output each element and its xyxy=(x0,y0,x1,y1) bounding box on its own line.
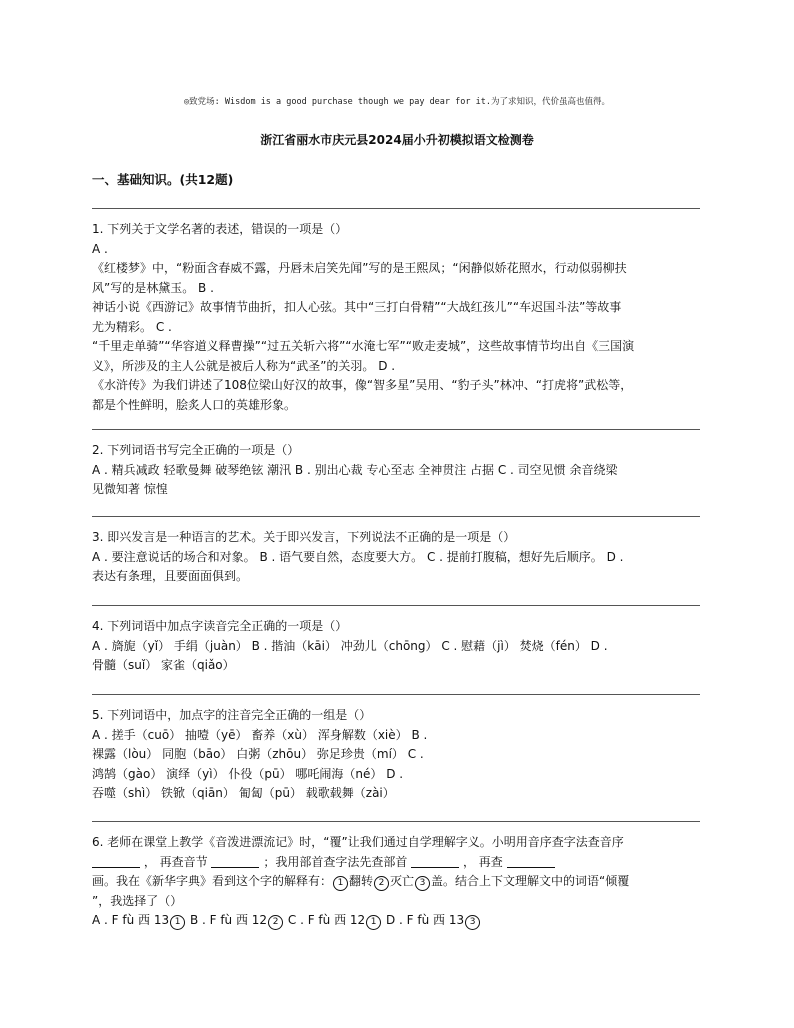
question-line: A . xyxy=(92,241,108,256)
divider xyxy=(92,694,700,695)
circled-number: 2 xyxy=(374,876,389,891)
question-line: 5. 下列词语中，加点字的注音完全正确的一组是（） xyxy=(92,708,372,722)
section-heading: 一、基础知识。(共12题) xyxy=(92,172,234,187)
question-line: A . 旖旎（yǐ） 手绢（juàn） B . 揩油（kāi） 冲劲儿（chōng） C . 慰藉（jì） 焚烧（fén） D . xyxy=(92,638,608,653)
question-line: A . 精兵减政 轻歌曼舞 破琴绝铉 潮汛 B . 别出心裁 专心至志 全神贯注 占据 C . 司空见惯 余音绕梁 xyxy=(92,462,618,477)
question-line: 3. 即兴发言是一种语言的艺术。关于即兴发言，下列说法不正确的是一项是（） xyxy=(92,530,516,544)
answer-blank[interactable] xyxy=(92,855,140,868)
divider xyxy=(92,516,700,517)
question-line: 见微知著 惊惶 xyxy=(92,482,168,496)
question-line: 骨髓（suǐ） 家雀（qiǎo） xyxy=(92,658,235,672)
answer-blank[interactable] xyxy=(411,855,459,868)
circled-number: 3 xyxy=(415,876,430,891)
option-b[interactable]: B . F fù 西 12 xyxy=(189,913,268,927)
option-d[interactable]: D . F fù 西 13 xyxy=(386,913,465,927)
question-3 xyxy=(92,528,700,587)
answer-blank[interactable] xyxy=(507,855,555,868)
question-line: ， 再查音节 ；我用部首查字法先查部首 ， 再查 xyxy=(92,853,700,873)
divider xyxy=(92,208,700,209)
circled-number: 1 xyxy=(170,915,185,930)
options-line xyxy=(92,911,700,931)
option-c[interactable]: C . F fù 西 12 xyxy=(287,913,366,927)
question-line: 都是个性鲜明，脍炙人口的英雄形象。 xyxy=(92,397,297,412)
circled-number: 2 xyxy=(268,915,283,930)
question-line: 2. 下列词语书写完全正确的一项是（） xyxy=(92,443,300,457)
question-line: A . 搓手（cuō） 抽噎（yē） 畜养（xù） 浑身解数（xiè） B . xyxy=(92,727,428,742)
question-line: 画。我在《新华字典》看到这个字的解释有： 1 翻转 2 灭亡 3 盖。结合上下文理解文中的词语“倾覆 xyxy=(92,872,700,892)
question-line: 尤为精彩。 C . xyxy=(92,319,172,334)
question-line: 义》，所涉及的主人公就是被后人称为“武圣”的关羽。 D . xyxy=(92,358,396,373)
divider xyxy=(92,429,700,430)
question-line: 《水浒传》为我们讲述了108位梁山好汉的故事，像“智多星”吴用、“豹子头”林冲、“打虎将”武松等， xyxy=(92,378,633,392)
circled-number: 1 xyxy=(333,876,348,891)
question-1 xyxy=(92,220,700,415)
question-line: 表达有条理，且要面面俱到。 xyxy=(92,569,249,583)
divider xyxy=(92,821,700,822)
document-title: 浙江省丽水市庆元县2024届小升初模拟语文检测卷 xyxy=(260,133,534,147)
question-line: 1. 下列关于文学名著的表述，错误的一项是（） xyxy=(92,222,348,236)
question-line: 风”写的是林黛玉。 B . xyxy=(92,280,214,295)
question-line: 神话小说《西游记》故事情节曲折，扣人心弦。其中“三打白骨精”“大战红孩儿”“车迟国斗法”等故事 xyxy=(92,300,622,314)
question-line: “千里走单骑”“华容道义释曹操”“过五关斩六将”“水淹七军”“败走麦城”，这些故事情节均出自《三国演 xyxy=(92,339,635,353)
question-line: 4. 下列词语中加点字读音完全正确的一项是（） xyxy=(92,619,348,633)
question-5 xyxy=(92,706,700,804)
question-line: 6. 老师在课堂上教学《音泼进漂流记》时，“覆”让我们通过自学理解字义。小明用音序查字法查音序 xyxy=(92,835,624,849)
question-line: 《红楼梦》中，“粉面含春威不露，丹唇未启笑先闻”写的是王熙凤；“闲静似娇花照水，行动似弱柳扶 xyxy=(92,261,627,275)
question-line: 裸露（lòu） 同胞（bāo） 白粥（zhōu） 弥足珍贵（mí） C . xyxy=(92,747,424,761)
question-4 xyxy=(92,617,700,676)
question-6 xyxy=(92,833,700,931)
circled-number: 1 xyxy=(366,915,381,930)
question-line: 鸿鹄（gào） 演绎（yì） 仆役（pū） 哪吒闹海（né） D . xyxy=(92,766,404,781)
answer-blank[interactable] xyxy=(211,855,259,868)
header-motto: ◎致党场: Wisdom is a good purchase though we pay dear for it.为了求知识，代价虽高也值得。 xyxy=(184,97,610,107)
option-a[interactable]: A . F fù 西 13 xyxy=(92,913,170,927)
question-line: ”，我选择了（） xyxy=(92,893,183,908)
divider xyxy=(92,605,700,606)
question-2 xyxy=(92,441,700,500)
circled-number: 3 xyxy=(465,915,480,930)
question-line: 吞噬（shì） 铁锨（qiān） 匍匐（pū） 载歌载舞（zài） xyxy=(92,786,395,800)
question-line: A . 要注意说话的场合和对象。 B . 语气要自然，态度要大方。 C . 提前打腹稿，想好先后顺序。 D . xyxy=(92,549,624,564)
